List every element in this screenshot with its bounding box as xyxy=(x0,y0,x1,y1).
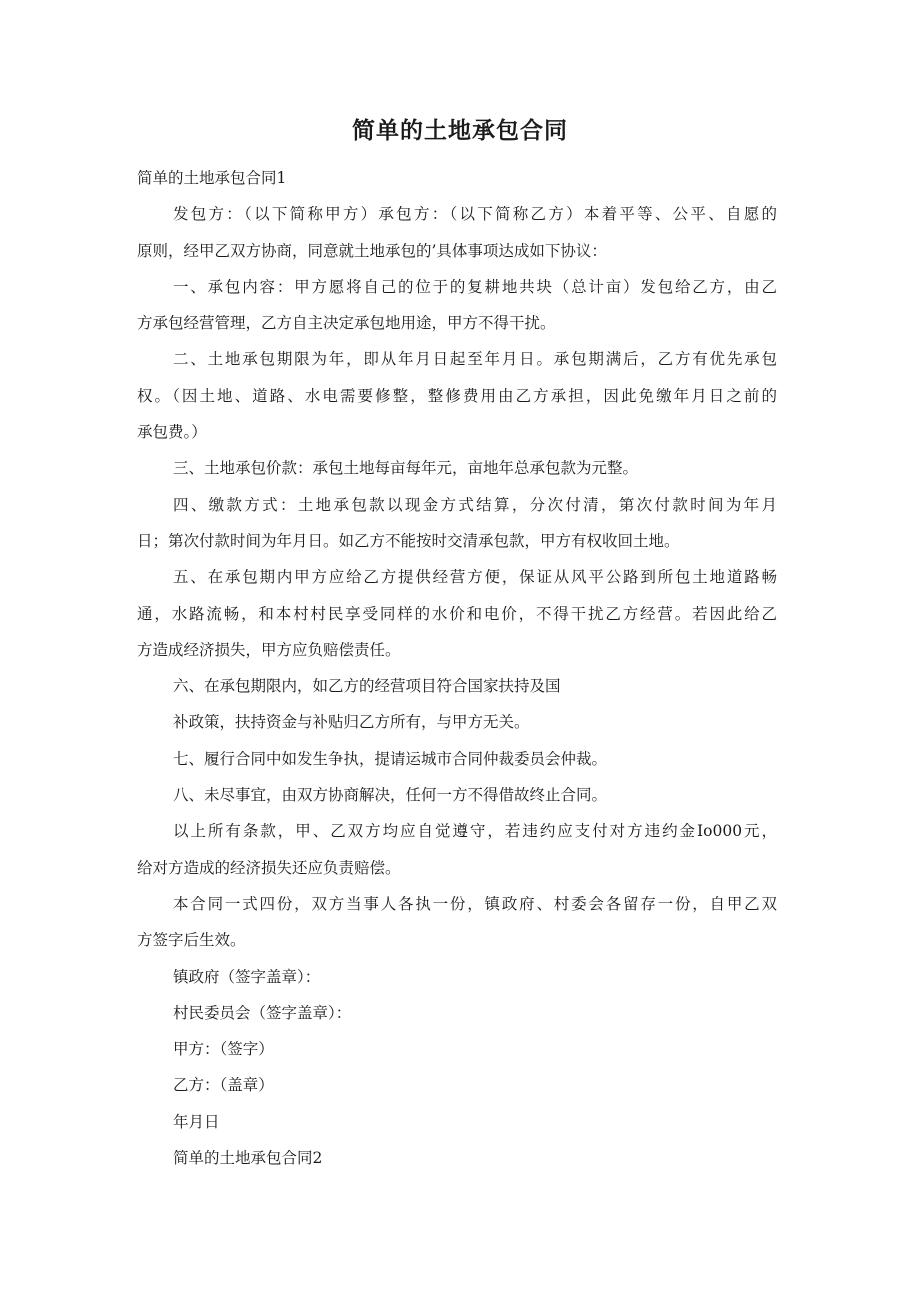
paragraph-line: 原则，经甲乙双方协商，同意就土地承包的’具体事项达成如下协议： xyxy=(137,241,607,260)
signature-line-town-government: 镇政府（签字盖章）： xyxy=(173,967,321,986)
document-title: 简单的土地承包合同 xyxy=(352,118,568,144)
signature-line-village-committee: 村民委员会（签字盖章）： xyxy=(173,1003,352,1022)
paragraph-line: 承包费。） xyxy=(137,423,207,442)
paragraph-line: 日；第次付款时间为年月日。如乙方不能按时交清承包款，甲方有权收回土地。 xyxy=(137,531,680,550)
paragraph-line: 四、缴款方式：土地承包款以现金方式结算，分次付清，第次付款时间为年月 xyxy=(173,495,777,514)
paragraph-line: 补政策，扶持资金与补贴归乙方所有，与甲方无关。 xyxy=(173,713,530,732)
paragraph-line: 本合同一式四份，双方当事人各执一份，镇政府、村委会各留存一份，自甲乙双 xyxy=(173,894,777,913)
paragraph-line: 方签字后生效。 xyxy=(137,931,246,950)
signature-line-party-b: 乙方：（盖章） xyxy=(173,1076,274,1095)
paragraph-line: 给对方造成的经济损失还应负责赔偿。 xyxy=(137,858,401,877)
paragraph-line: 八、未尽事宜，由双方协商解决，任何一方不得借故终止合同。 xyxy=(173,786,608,805)
section-heading-1: 简单的土地承包合同1 xyxy=(137,169,287,187)
date-line: 年月日 xyxy=(173,1112,220,1131)
paragraph-line: 七、履行合同中如发生争执，提请运城市合同仲裁委员会仲裁。 xyxy=(173,749,608,768)
paragraph-line: 二、土地承包期限为年，即从年月日起至年月日。承包期满后，乙方有优先承包 xyxy=(173,350,777,369)
paragraph-line: 方造成经济损失，甲方应负赔偿责任。 xyxy=(137,640,401,659)
signature-line-party-a: 甲方：（签字） xyxy=(173,1040,274,1059)
paragraph-line: 权。（因土地、道路、水电需要修整，整修费用由乙方承担，因此免缴年月日之前的 xyxy=(137,386,777,405)
paragraph-line: 通，水路流畅，和本村村民享受同样的水价和电价，不得干扰乙方经营。若因此给乙 xyxy=(137,604,777,623)
document-body xyxy=(137,160,777,1176)
paragraph-line: 方承包经营管理，乙方自主决定承包地用途，甲方不得干扰。 xyxy=(137,314,556,333)
paragraph-line: 六、在承包期限内，如乙方的经营项目符合国家扶持及国 xyxy=(173,677,561,696)
paragraph-line: 发包方：（以下简称甲方）承包方：（以下简称乙方）本着平等、公平、自愿的 xyxy=(173,205,777,224)
paragraph-line: 五、在承包期内甲方应给乙方提供经营方便，保证从风平公路到所包土地道路畅 xyxy=(173,568,777,587)
paragraph-line: 三、土地承包价款：承包土地每亩每年元，亩地年总承包款为元整。 xyxy=(173,459,639,478)
section-heading-2: 简单的土地承包合同2 xyxy=(173,1149,323,1168)
paragraph-line: 以上所有条款，甲、乙双方均应自觉遵守，若违约应支付对方违约金Io000元， xyxy=(173,822,777,841)
paragraph-line: 一、承包内容：甲方愿将自己的位于的复耕地共块（总计亩）发包给乙方，由乙 xyxy=(173,277,777,296)
